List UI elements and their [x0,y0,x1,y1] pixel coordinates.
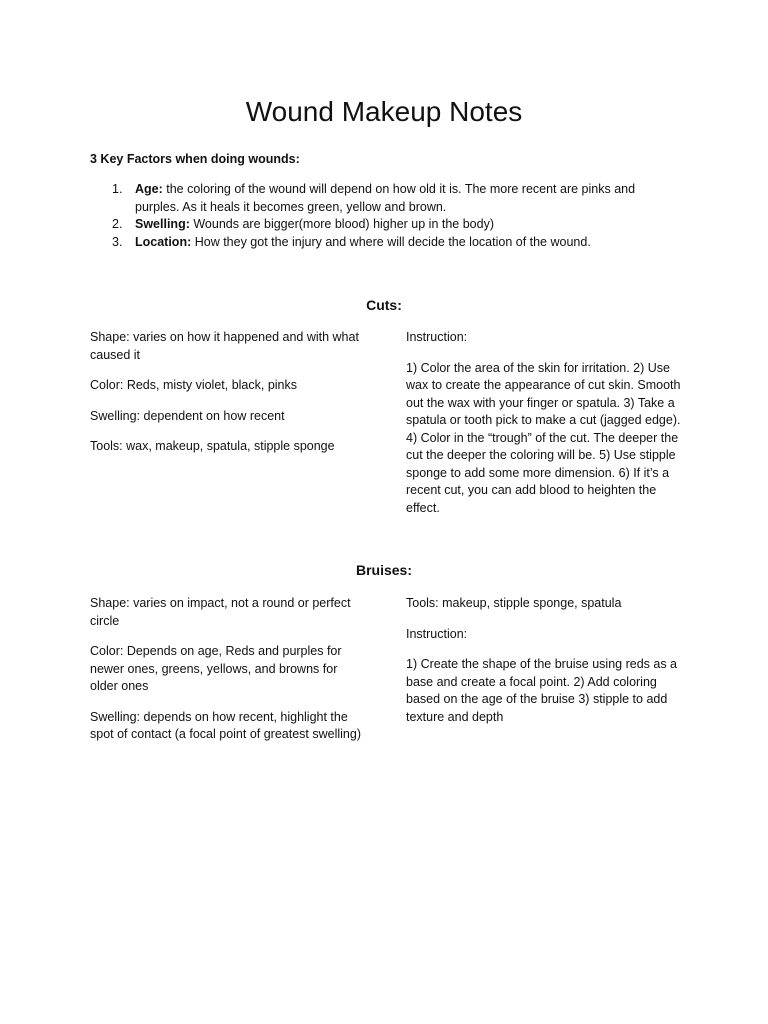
key-factors-list [90,181,650,251]
list-item-number: 1. [112,182,123,196]
list-item-text: How they got the injury and where will decide the location of the wound. [191,234,591,249]
bruises-heading: Bruises: [355,562,413,578]
list-item-term: Location: [135,234,192,249]
cuts-shape-text: Shape: varies on how it happened and with what caused it [90,330,359,362]
cuts-right-column [406,329,681,530]
bruises-instruction-text: 1) Create the shape of the bruise using reds as a base and create a focal point. 2) Add coloring based on the age of the bruise 3) stipple to add texture and depth [406,657,677,724]
bruises-instruction-label: Instruction: [406,626,468,641]
bruises-color-text: Color: Depends on age, Reds and purples for newer ones, greens, yellows, and browns for older ones [90,644,342,693]
bruises-left-column [90,595,365,757]
bruises-tools-text: Tools: makeup, stipple sponge, spatula [406,596,622,610]
list-item-number: 3. [112,234,123,249]
list-item [90,181,650,216]
list-item-number: 2. [112,217,123,231]
cuts-instruction-label: Instruction: [406,330,468,344]
cuts-heading: Cuts: [366,297,402,313]
list-item-text: Wounds are bigger(more blood) higher up in the body) [189,217,494,231]
key-factors-heading: 3 Key Factors when doing wounds: [90,152,300,166]
cuts-left-column [90,329,365,469]
cuts-color-text: Color: Reds, misty violet, black, pinks [90,378,298,392]
list-item [90,216,650,234]
list-item [90,234,650,252]
document-title: Wound Makeup Notes [245,96,523,127]
list-item-term: Swelling: [135,217,190,231]
list-item-term: Age: [135,182,163,196]
cuts-swelling-text: Swelling: dependent on how recent [90,408,285,423]
bruises-shape-text: Shape: varies on impact, not a round or perfect circle [90,596,351,628]
cuts-instruction-text: 1) Color the area of the skin for irritation. 2) Use wax to create the appearance of cut skin. Smooth out the wax with your finger or spatula. 3) Take a spatula or tooth pick to make a cut (jagged edge). 4) Color in the “trough” of the cut. The deeper the cut the deeper the coloring will be. 5) Use stipple sponge to add some more dimension. 6) If it’s a recent cut, you can add blood to heighten the effect. [406,360,681,515]
bruises-swelling-text: Swelling: depends on how recent, highlight the spot of contact (a focal point of greatest swelling) [90,709,361,741]
cuts-tools-text: Tools: wax, makeup, spatula, stipple sponge [90,439,335,453]
bruises-right-column [406,595,681,739]
list-item-text: the coloring of the wound will depend on how old it is. The more recent are pinks and purples. As it heals it becomes green, yellow and brown. [135,182,636,214]
